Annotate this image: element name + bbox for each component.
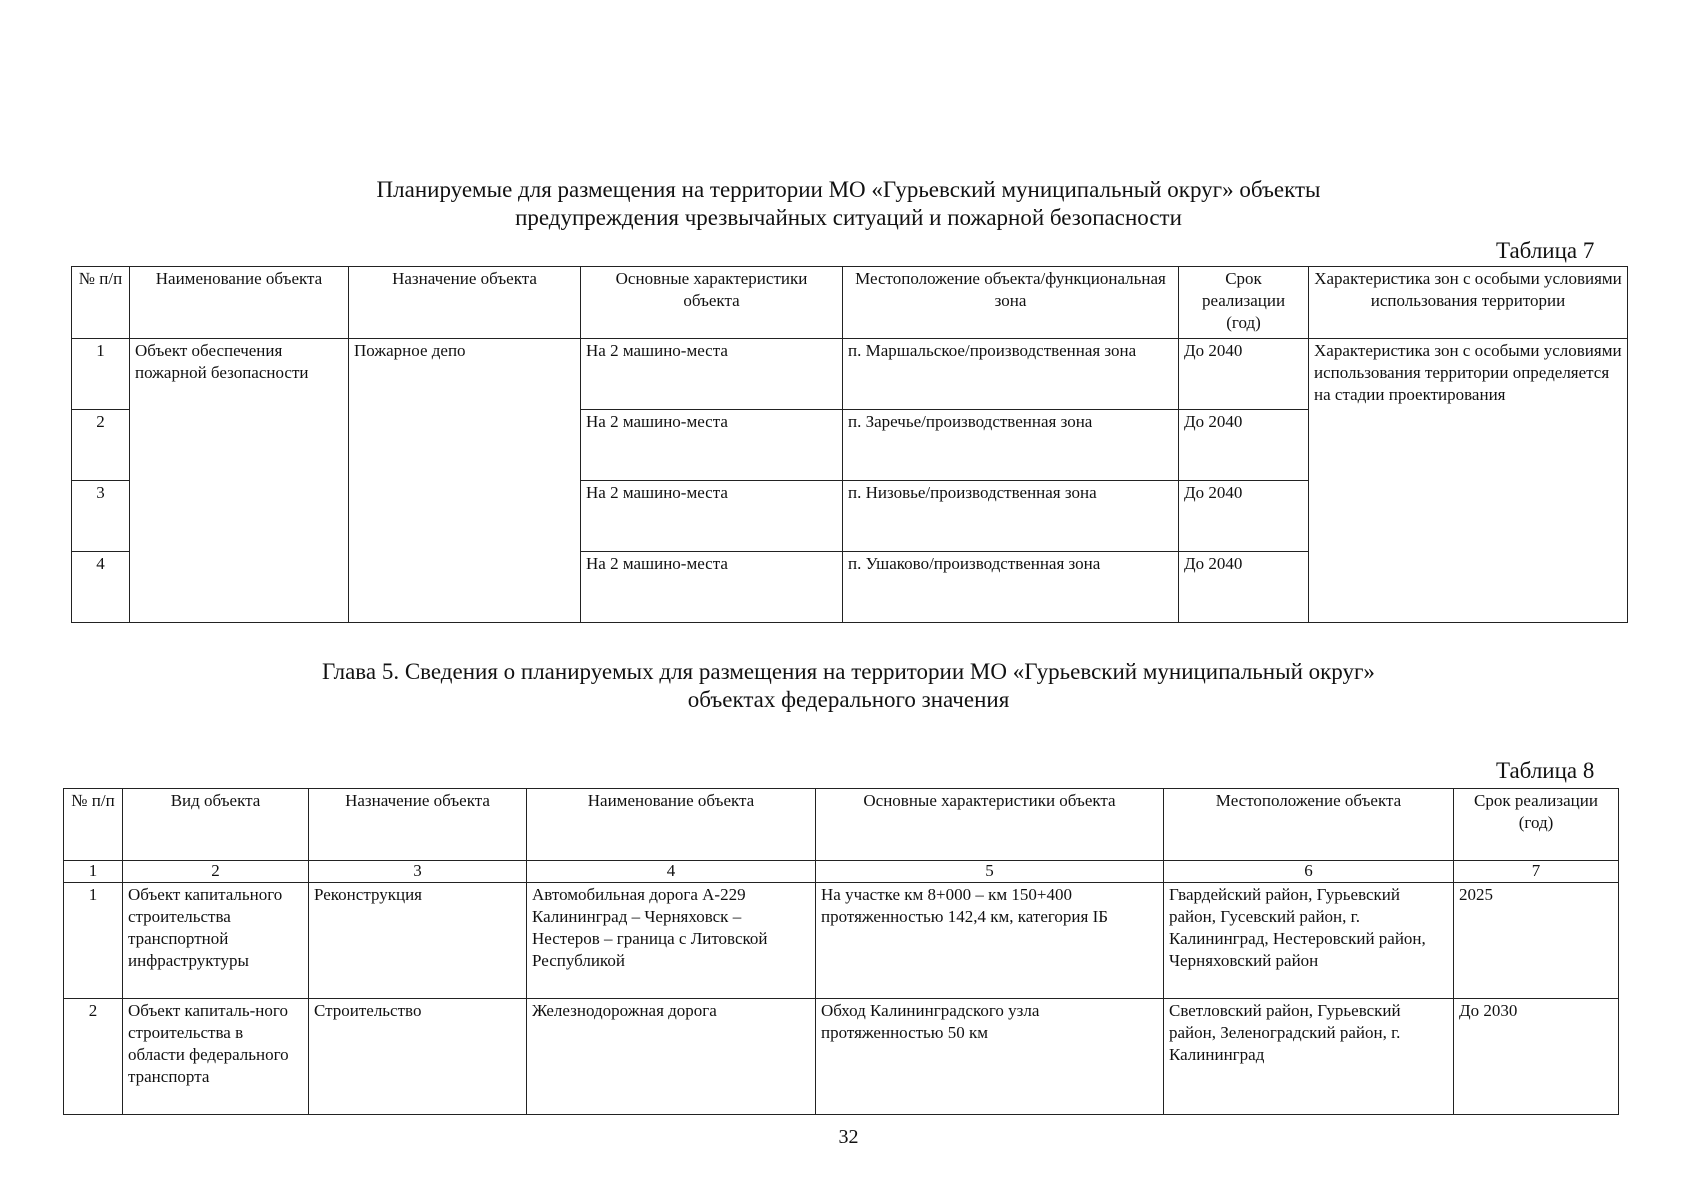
page-number: 32 [838, 1126, 859, 1148]
object-characteristics: Обход Калининградского узла протяженностью 50 км [816, 999, 1164, 1115]
object-purpose: Пожарное депо [349, 339, 581, 623]
object-location: п. Маршальское/производственная зона [843, 339, 1179, 410]
object-characteristics: На 2 машино-места [581, 481, 843, 552]
row-number: 3 [72, 481, 130, 552]
object-term: До 2030 [1454, 999, 1619, 1115]
table8-header-term: Срок реализации (год) [1454, 789, 1619, 861]
table-row [64, 883, 1619, 999]
column-number: 3 [309, 861, 527, 883]
object-characteristics: На 2 машино-места [581, 339, 843, 410]
object-purpose: Строительство [309, 999, 527, 1115]
object-location: Гвардейский район, Гурьевский район, Гусевский район, г. Калининград, Нестеровский район, Черняховский район [1164, 883, 1454, 999]
table8-label: Таблица 8 [1496, 758, 1595, 783]
zones-note: Характеристика зон с особыми условиями использования территории определяется на стадии проектирования [1309, 339, 1628, 623]
table7-label: Таблица 7 [1496, 238, 1595, 263]
table7-header-num: № п/п [72, 267, 130, 339]
table7-header-location: Местоположение объекта/функциональная зона [843, 267, 1179, 339]
object-characteristics: На участке км 8+000 – км 150+400 протяженностью 142,4 км, категория IБ [816, 883, 1164, 999]
table8-header-purpose: Назначение объекта [309, 789, 527, 861]
column-number: 2 [123, 861, 309, 883]
table7-header-zones: Характеристика зон с особыми условиями использования территории [1309, 267, 1628, 339]
object-term: До 2040 [1179, 410, 1309, 481]
object-characteristics: На 2 машино-места [581, 552, 843, 623]
object-location: Светловский район, Гурьевский район, Зеленоградский район, г. Калининград [1164, 999, 1454, 1115]
table8-header-num: № п/п [64, 789, 123, 861]
column-number: 5 [816, 861, 1164, 883]
object-name: Объект обеспечения пожарной безопасности [130, 339, 349, 623]
table8-header-name: Наименование объекта [527, 789, 816, 861]
object-name: Автомобильная дорога А-229 Калининград – Черняховск – Нестеров – граница с Литовской Республикой [527, 883, 816, 999]
table8-header-kind: Вид объекта [123, 789, 309, 861]
table-row [64, 999, 1619, 1115]
object-purpose: Реконструкция [309, 883, 527, 999]
column-number: 7 [1454, 861, 1619, 883]
table8-header-row [64, 789, 1619, 861]
row-number: 2 [64, 999, 123, 1115]
table7-title [0, 176, 1697, 232]
row-number: 4 [72, 552, 130, 623]
object-term: До 2040 [1179, 552, 1309, 623]
column-number: 1 [64, 861, 123, 883]
object-location: п. Ушаково/производственная зона [843, 552, 1179, 623]
table7-title-line1: Планируемые для размещения на территории МО «Гурьевский муниципальный округ» объекты [376, 177, 1321, 202]
table7-header-name: Наименование объекта [130, 267, 349, 339]
column-number: 6 [1164, 861, 1454, 883]
chapter5-title-line2: объектах федерального значения [687, 687, 1010, 712]
object-term: До 2040 [1179, 481, 1309, 552]
object-kind: Объект капитального строительства транспортной инфраструктуры [123, 883, 309, 999]
chapter5-title [0, 658, 1697, 714]
table8-header-location: Местоположение объекта [1164, 789, 1454, 861]
object-characteristics: На 2 машино-места [581, 410, 843, 481]
row-number: 1 [72, 339, 130, 410]
chapter5-title-line1: Глава 5. Сведения о планируемых для размещения на территории МО «Гурьевский муниципальный округ» [322, 659, 1375, 684]
object-location: п. Заречье/производственная зона [843, 410, 1179, 481]
table8-column-numbers-row [64, 861, 1619, 883]
row-number: 1 [64, 883, 123, 999]
object-location: п. Низовье/производственная зона [843, 481, 1179, 552]
table7-title-line2: предупреждения чрезвычайных ситуаций и пожарной безопасности [515, 205, 1182, 230]
object-name: Железнодорожная дорога [527, 999, 816, 1115]
table7-header-row [72, 267, 1628, 339]
table8 [63, 788, 1619, 1115]
table7 [71, 266, 1628, 623]
table7-header-purpose: Назначение объекта [349, 267, 581, 339]
object-term: До 2040 [1179, 339, 1309, 410]
object-kind: Объект капиталь-ного строительства в области федерального транспорта [123, 999, 309, 1115]
column-number: 4 [527, 861, 816, 883]
table7-header-characteristics: Основные характеристики объекта [581, 267, 843, 339]
table8-header-characteristics: Основные характеристики объекта [816, 789, 1164, 861]
table-row [72, 339, 1628, 410]
table7-header-term: Срок реализации (год) [1179, 267, 1309, 339]
row-number: 2 [72, 410, 130, 481]
object-term: 2025 [1454, 883, 1619, 999]
